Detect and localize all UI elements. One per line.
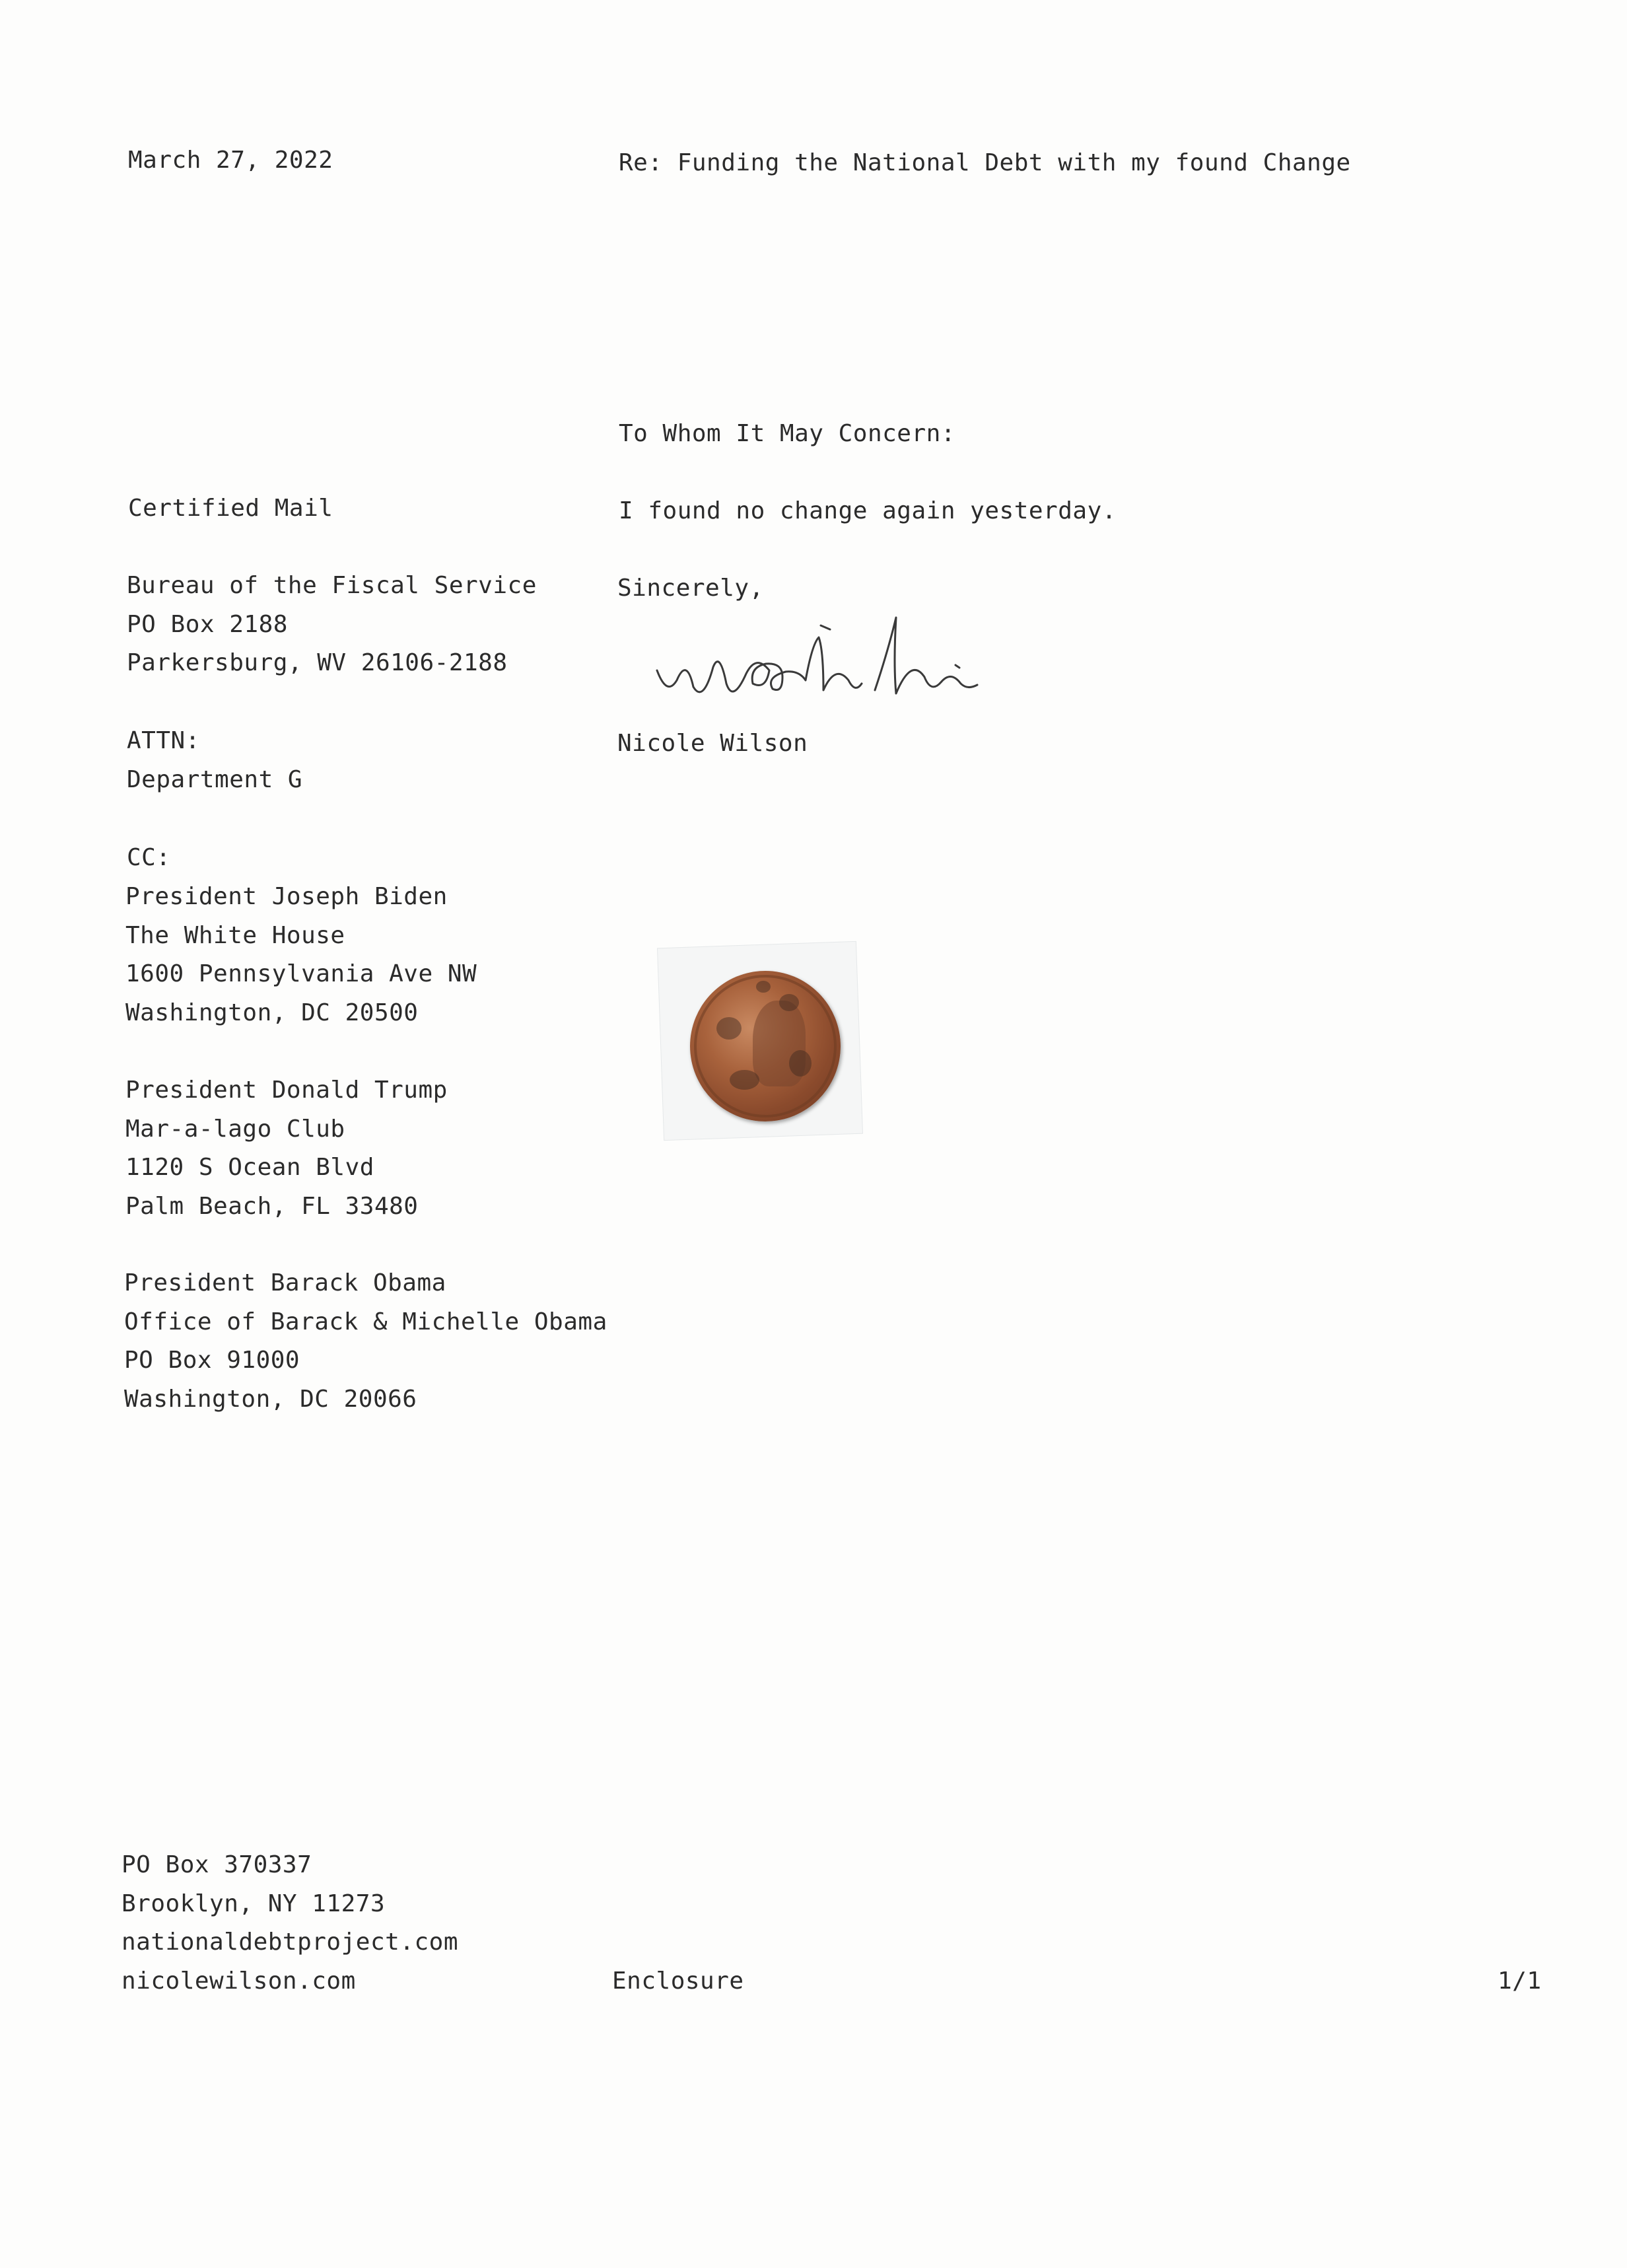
message: I found no change again yesterday. (619, 497, 1117, 524)
cc-line: The White House (125, 921, 345, 949)
letter-subject: Re: Funding the National Debt with my found Change (619, 149, 1351, 176)
recipient-line: Parkersburg, WV 26106-2188 (127, 649, 508, 676)
salutation: To Whom It May Concern: (619, 420, 955, 447)
cc-line: President Joseph Biden (125, 883, 448, 910)
page-number: 1/1 (1498, 1967, 1542, 1995)
attn-label: ATTN: (127, 727, 200, 754)
enclosed-penny (660, 938, 872, 1149)
cc-line: President Barack Obama (124, 1269, 446, 1296)
enclosure-note: Enclosure (612, 1967, 744, 1995)
cc-line: Office of Barack & Michelle Obama (124, 1308, 607, 1335)
cc-label: CC: (127, 844, 171, 871)
cc-line: Washington, DC 20066 (124, 1385, 417, 1413)
cc-line: President Donald Trump (125, 1077, 448, 1104)
recipient-line: Bureau of the Fiscal Service (127, 572, 537, 599)
cc-line: 1600 Pennsylvania Ave NW (125, 960, 477, 987)
sender-line: PO Box 370337 (121, 1851, 312, 1878)
attn-department: Department G (127, 765, 303, 793)
cc-address-3 (124, 1264, 607, 1419)
sender-line: nicolewilson.com (121, 1967, 356, 1995)
signer-name: Nicole Wilson (617, 730, 808, 757)
attn-block (127, 722, 302, 799)
cc-line: Washington, DC 20500 (125, 999, 419, 1026)
letter-date: March 27, 2022 (128, 147, 333, 174)
handwritten-signature (650, 611, 994, 723)
recipient-line: PO Box 2188 (127, 610, 288, 638)
cc-address-2 (125, 1071, 448, 1226)
sender-line: Brooklyn, NY 11273 (121, 1890, 386, 1917)
sender-line: nationaldebtproject.com (121, 1929, 458, 1956)
cc-address-1 (125, 878, 477, 1032)
sender-address (121, 1846, 458, 2001)
cc-line: Palm Beach, FL 33480 (125, 1192, 419, 1220)
cc-line: Mar-a-lago Club (125, 1115, 345, 1143)
recipient-address (127, 567, 537, 683)
penny-coin (690, 971, 841, 1121)
delivery-method: Certified Mail (128, 495, 333, 522)
closing: Sincerely, (617, 575, 764, 602)
cc-line: 1120 S Ocean Blvd (125, 1154, 374, 1181)
cc-line: PO Box 91000 (124, 1347, 300, 1374)
